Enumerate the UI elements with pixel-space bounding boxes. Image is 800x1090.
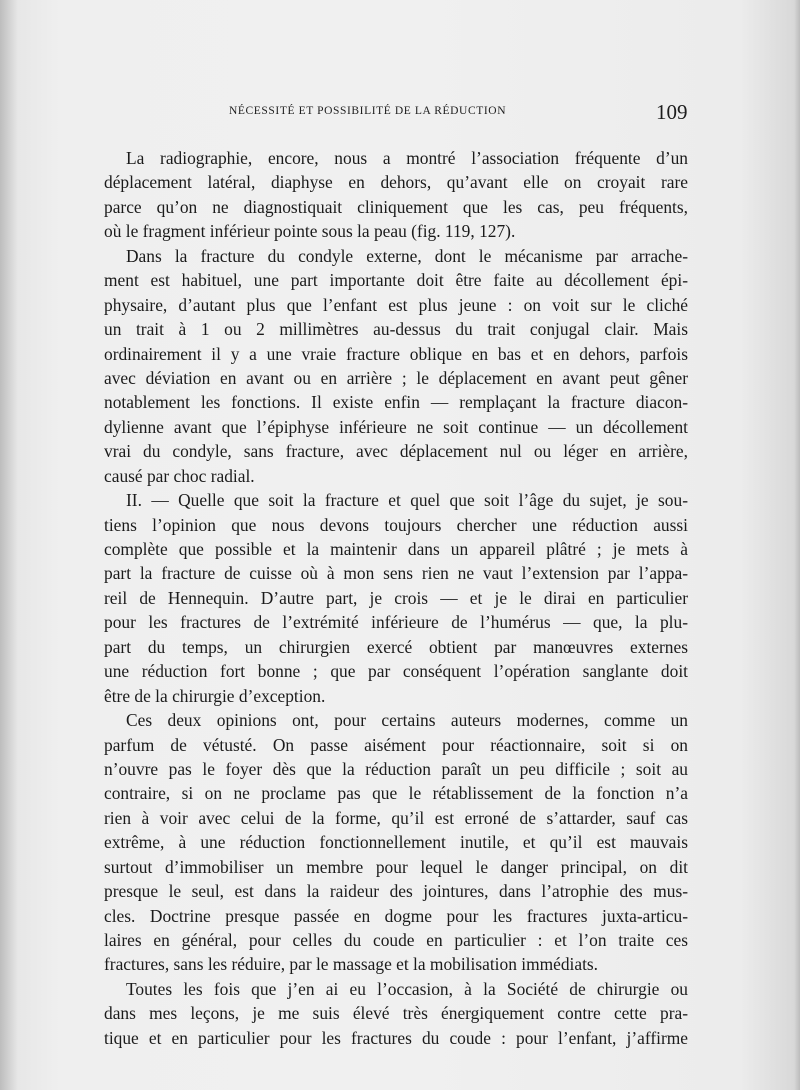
text-line: n’ouvre pas le foyer dès que la réduction paraît un peu difficile ; soit au xyxy=(104,758,688,779)
text-line: vrai du condyle, sans fracture, avec déplacement nul ou léger en arrière, xyxy=(104,441,688,462)
text-line: fractures, sans les réduire, par le massage et la mobilisation immédiats. xyxy=(104,954,599,975)
text-line: surtout d’immobiliser un membre pour lequel le danger principal, on dit xyxy=(104,856,688,877)
text-line: cles. Doctrine presque passée en dogme pour les fractures juxta-articu- xyxy=(104,905,688,926)
text-line: Toutes les fois que j’en ai eu l’occasion, à la Société de chirurgie ou xyxy=(126,978,688,999)
text-line: ment est habituel, une part importante doit être faite au décollement épi- xyxy=(104,270,688,291)
text-line: être de la chirurgie d’exception. xyxy=(104,685,326,706)
text-line: dylienne avant que l’épiphyse inférieure ne soit continue — un décollement xyxy=(104,416,688,437)
text-line: part du temps, un chirurgien exercé obtient par manœuvres externes xyxy=(104,636,688,657)
text-line: physaire, d’autant plus que l’enfant est plus jeune : on voit sur le cliché xyxy=(104,294,688,315)
text-line: contraire, si on ne proclame pas que le rétablissement de la fonction n’a xyxy=(104,783,688,804)
text-line: parce qu’on ne diagnostiquait cliniquement que les cas, peu fréquents, xyxy=(104,196,688,217)
text-line: Dans la fracture du condyle externe, dont le mécanisme par arrache- xyxy=(126,245,688,266)
page-edge-shadow xyxy=(794,0,800,1090)
text-line: laires en général, pour celles du coude en particulier : et l’on traite ces xyxy=(104,930,688,950)
text-line: part la fracture de cuisse où à mon sens rien ne vaut l’extension par l’appa- xyxy=(104,563,688,584)
text-line: presque le seul, est dans la raideur des jointures, dans l’atrophie des mus- xyxy=(104,881,688,902)
text-line: causé par choc radial. xyxy=(104,465,255,486)
page-number: 109 xyxy=(656,100,688,124)
text-line: ordinairement il y a une vraie fracture oblique en bas et en dehors, parfois xyxy=(104,343,688,364)
text-line: dans mes leçons, je me suis élevé très énergiquement contre cette pra- xyxy=(104,1003,688,1024)
text-line: II. — Quelle que soit la fracture et quel que soit l’âge du sujet, je sou- xyxy=(126,490,688,511)
text-line: avec déviation en avant ou en arrière ; le déplacement en avant peut gêner xyxy=(104,367,688,388)
text-line: La radiographie, encore, nous a montré l’association fréquente d’un xyxy=(126,148,688,168)
text-line: tique et en particulier pour les fractures du coude : pour l’enfant, j’affirme xyxy=(104,1027,688,1048)
text-line: complète que possible et la maintenir dans un appareil plâtré ; je mets à xyxy=(104,539,688,559)
text-line: une réduction fort bonne ; que par conséquent l’opération sanglante doit xyxy=(104,661,688,682)
text-line: pour les fractures de l’extrémité inférieure de l’humérus — que, la plu- xyxy=(104,612,688,633)
text-line: un trait à 1 ou 2 millimètres au-dessus du trait conjugal clair. Mais xyxy=(104,319,688,340)
text-line: notablement les fonctions. Il existe enfin — remplaçant la fracture diacon- xyxy=(104,392,688,413)
body-text xyxy=(104,146,688,1050)
text-line: extrême, à une réduction fonctionnellement inutile, et qu’il est mauvais xyxy=(104,832,688,853)
text-line: déplacement latéral, diaphyse en dehors, qu’avant elle on croyait rare xyxy=(104,172,688,193)
text-line: Ces deux opinions ont, pour certains auteurs modernes, comme un xyxy=(126,710,688,731)
text-line: tiens l’opinion que nous devons toujours chercher une réduction aussi xyxy=(104,514,688,535)
text-line: parfum de vétusté. On passe aisément pour réactionnaire, soit si on xyxy=(104,734,688,755)
text-line: reil de Hennequin. D’autre part, je crois — et je le dirai en particulier xyxy=(104,587,688,608)
text-line: où le fragment inférieur pointe sous la peau (fig. 119, 127). xyxy=(104,221,516,242)
text-line: rien à voir avec celui de la forme, qu’il est erroné de s’attarder, sauf cas xyxy=(104,807,688,828)
running-title: NÉCESSITÉ ET POSSIBILITÉ DE LA RÉDUCTION xyxy=(229,105,507,117)
